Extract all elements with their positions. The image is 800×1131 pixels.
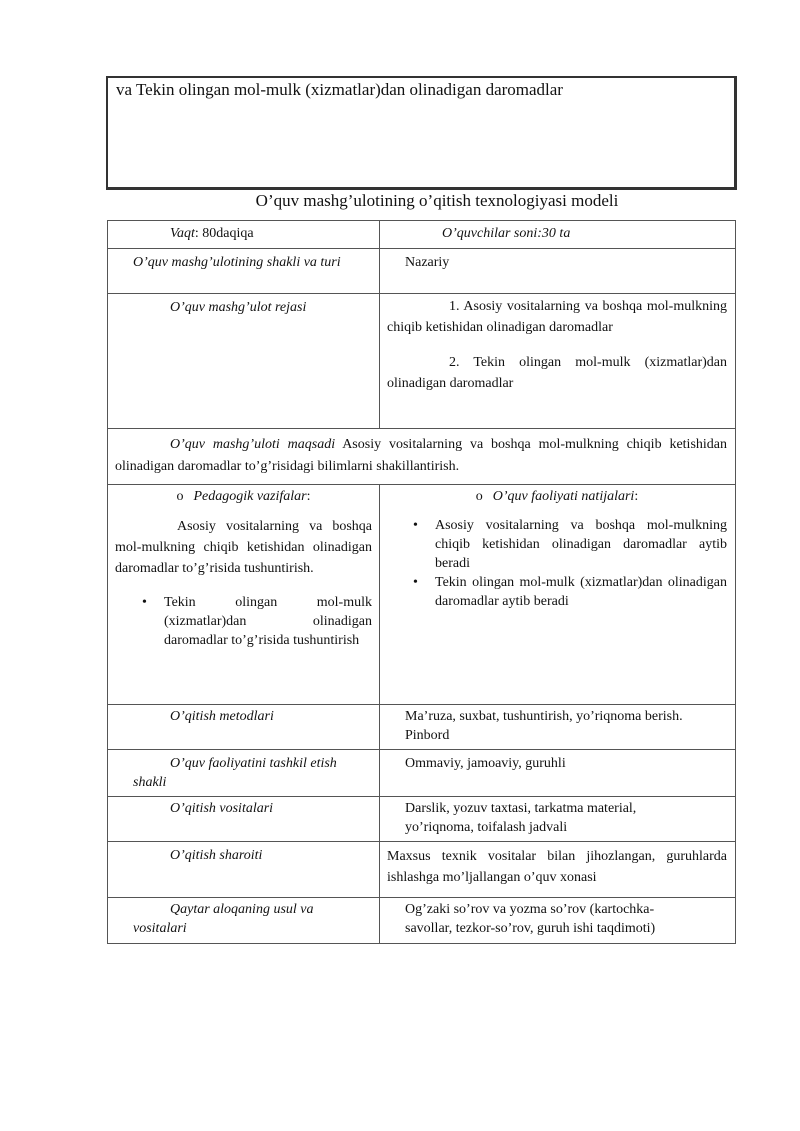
- plan-item-2: 2. Tekin olingan mol-mulk (xizmatlar)dan olinadigan daromadlar: [387, 355, 727, 391]
- org-value: Ommaviy, jamoaviy, guruhli: [380, 750, 736, 797]
- tools-value: Darslik, yozuv taxtasi, tarkatma material, yo’riqnoma, toifalash jadvali: [380, 797, 736, 842]
- model-table: [107, 220, 736, 944]
- students-count: O’quvchilar soni:30 ta: [380, 221, 736, 249]
- plan-label: O’quv mashg’ulot rejasi: [108, 294, 380, 429]
- table-row-form: [108, 249, 736, 294]
- tools-label: O’qitish vositalari: [108, 797, 380, 842]
- table-row-time: [108, 221, 736, 249]
- results-bullet-2: • Tekin olingan mol-mulk (xizmatlar)dan olinadigan daromadlar aytib beradi: [435, 573, 727, 611]
- conditions-label: O’qitish sharoiti: [108, 842, 380, 898]
- table-row-feedback: [108, 898, 736, 944]
- table-row-tasks: o Pedagogik vazifalar: Asosiy vositalarning va boshqa mol-mulkning chiqib ketishidan olinadigan daromadlar to’g’risida tushuntirish. • Tekin olingan mol-mulk (xizmatlar)dan olinadigan daromadlar to’g’risida tushuntirish o O’quv faoliyati natijalari: • Asosiy vositalarning va boshqa mol-mulkning chiqib ketishidan olinadigan daromadlar aytib beradi • Tekin olingan mol-mulk (xizmatlar)dan olinadigan daromadlar aytib beradi: [108, 485, 736, 705]
- table-row-plan: [108, 294, 736, 429]
- form-label: O’quv mashg’ulotining shakli va turi: [108, 249, 380, 294]
- results-bullet-1: • Asosiy vositalarning va boshqa mol-mulkning chiqib ketishidan olinadigan daromadlar aytib beradi: [435, 516, 727, 573]
- methods-value: Ma’ruza, suxbat, tushuntirish, yo’riqnoma berish. Pinbord: [380, 705, 736, 750]
- form-value: Nazariy: [380, 249, 736, 294]
- results-list: [387, 516, 727, 611]
- table-row-goal: [108, 429, 736, 485]
- plan-item-1: 1. Asosiy vositalarning va boshqa mol-mulkning chiqib ketishidan olinadigan daromadlar: [387, 299, 727, 335]
- goal-text: Asosiy vositalarning va boshqa mol-mulkning chiqib ketishidan olinadigan daromadlar to’g’risidagi bilimlarni shakillantirish.: [115, 437, 728, 474]
- tasks-marker: o: [176, 489, 184, 504]
- table-row-tools: [108, 797, 736, 842]
- feedback-value: Og’zaki so’rov va yozma so’rov (kartochka-savollar, tezkor-so’rov, guruh ishi taqdimoti): [380, 898, 736, 944]
- feedback-label: Qaytar aloqaning usul va vositalari: [108, 898, 380, 944]
- time-label: Vaqt: [170, 226, 195, 241]
- tasks-bullet: • Tekin olingan mol-mulk (xizmatlar)dan olinadigan daromadlar to’g’risida tushuntirish: [164, 593, 372, 650]
- tasks-paragraph: Asosiy vositalarning va boshqa mol-mulkning chiqib ketishidan olinadigan daromadlar to’g’risida tushuntirish.: [115, 519, 372, 576]
- results-title: O’quv faoliyati natijalari: [492, 489, 635, 504]
- table-row-methods: [108, 705, 736, 750]
- goal-label: O’quv mashg’uloti maqsadi: [170, 437, 336, 452]
- table-row-org: [108, 750, 736, 797]
- page-title: O’quv mashg’ulotining o’qitish texnologiyasi modeli: [255, 191, 619, 210]
- tasks-list: [115, 593, 372, 650]
- tasks-title: Pedagogik vazifalar: [193, 489, 307, 504]
- conditions-value: Maxsus texnik vositalar bilan jihozlangan, guruhlarda ishlashga mo’ljallangan o’quv xonasi: [380, 842, 736, 898]
- results-marker: o: [475, 489, 483, 504]
- org-label: O’quv faoliyatini tashkil etish shakli: [108, 750, 380, 797]
- methods-label: O’qitish metodlari: [108, 705, 380, 750]
- header-box: [106, 76, 737, 190]
- header-box-text: va Tekin olingan mol-mulk (xizmatlar)dan olinadigan daromadlar: [116, 80, 563, 99]
- table-row-conditions: [108, 842, 736, 898]
- time-value: : 80daqiqa: [194, 226, 254, 241]
